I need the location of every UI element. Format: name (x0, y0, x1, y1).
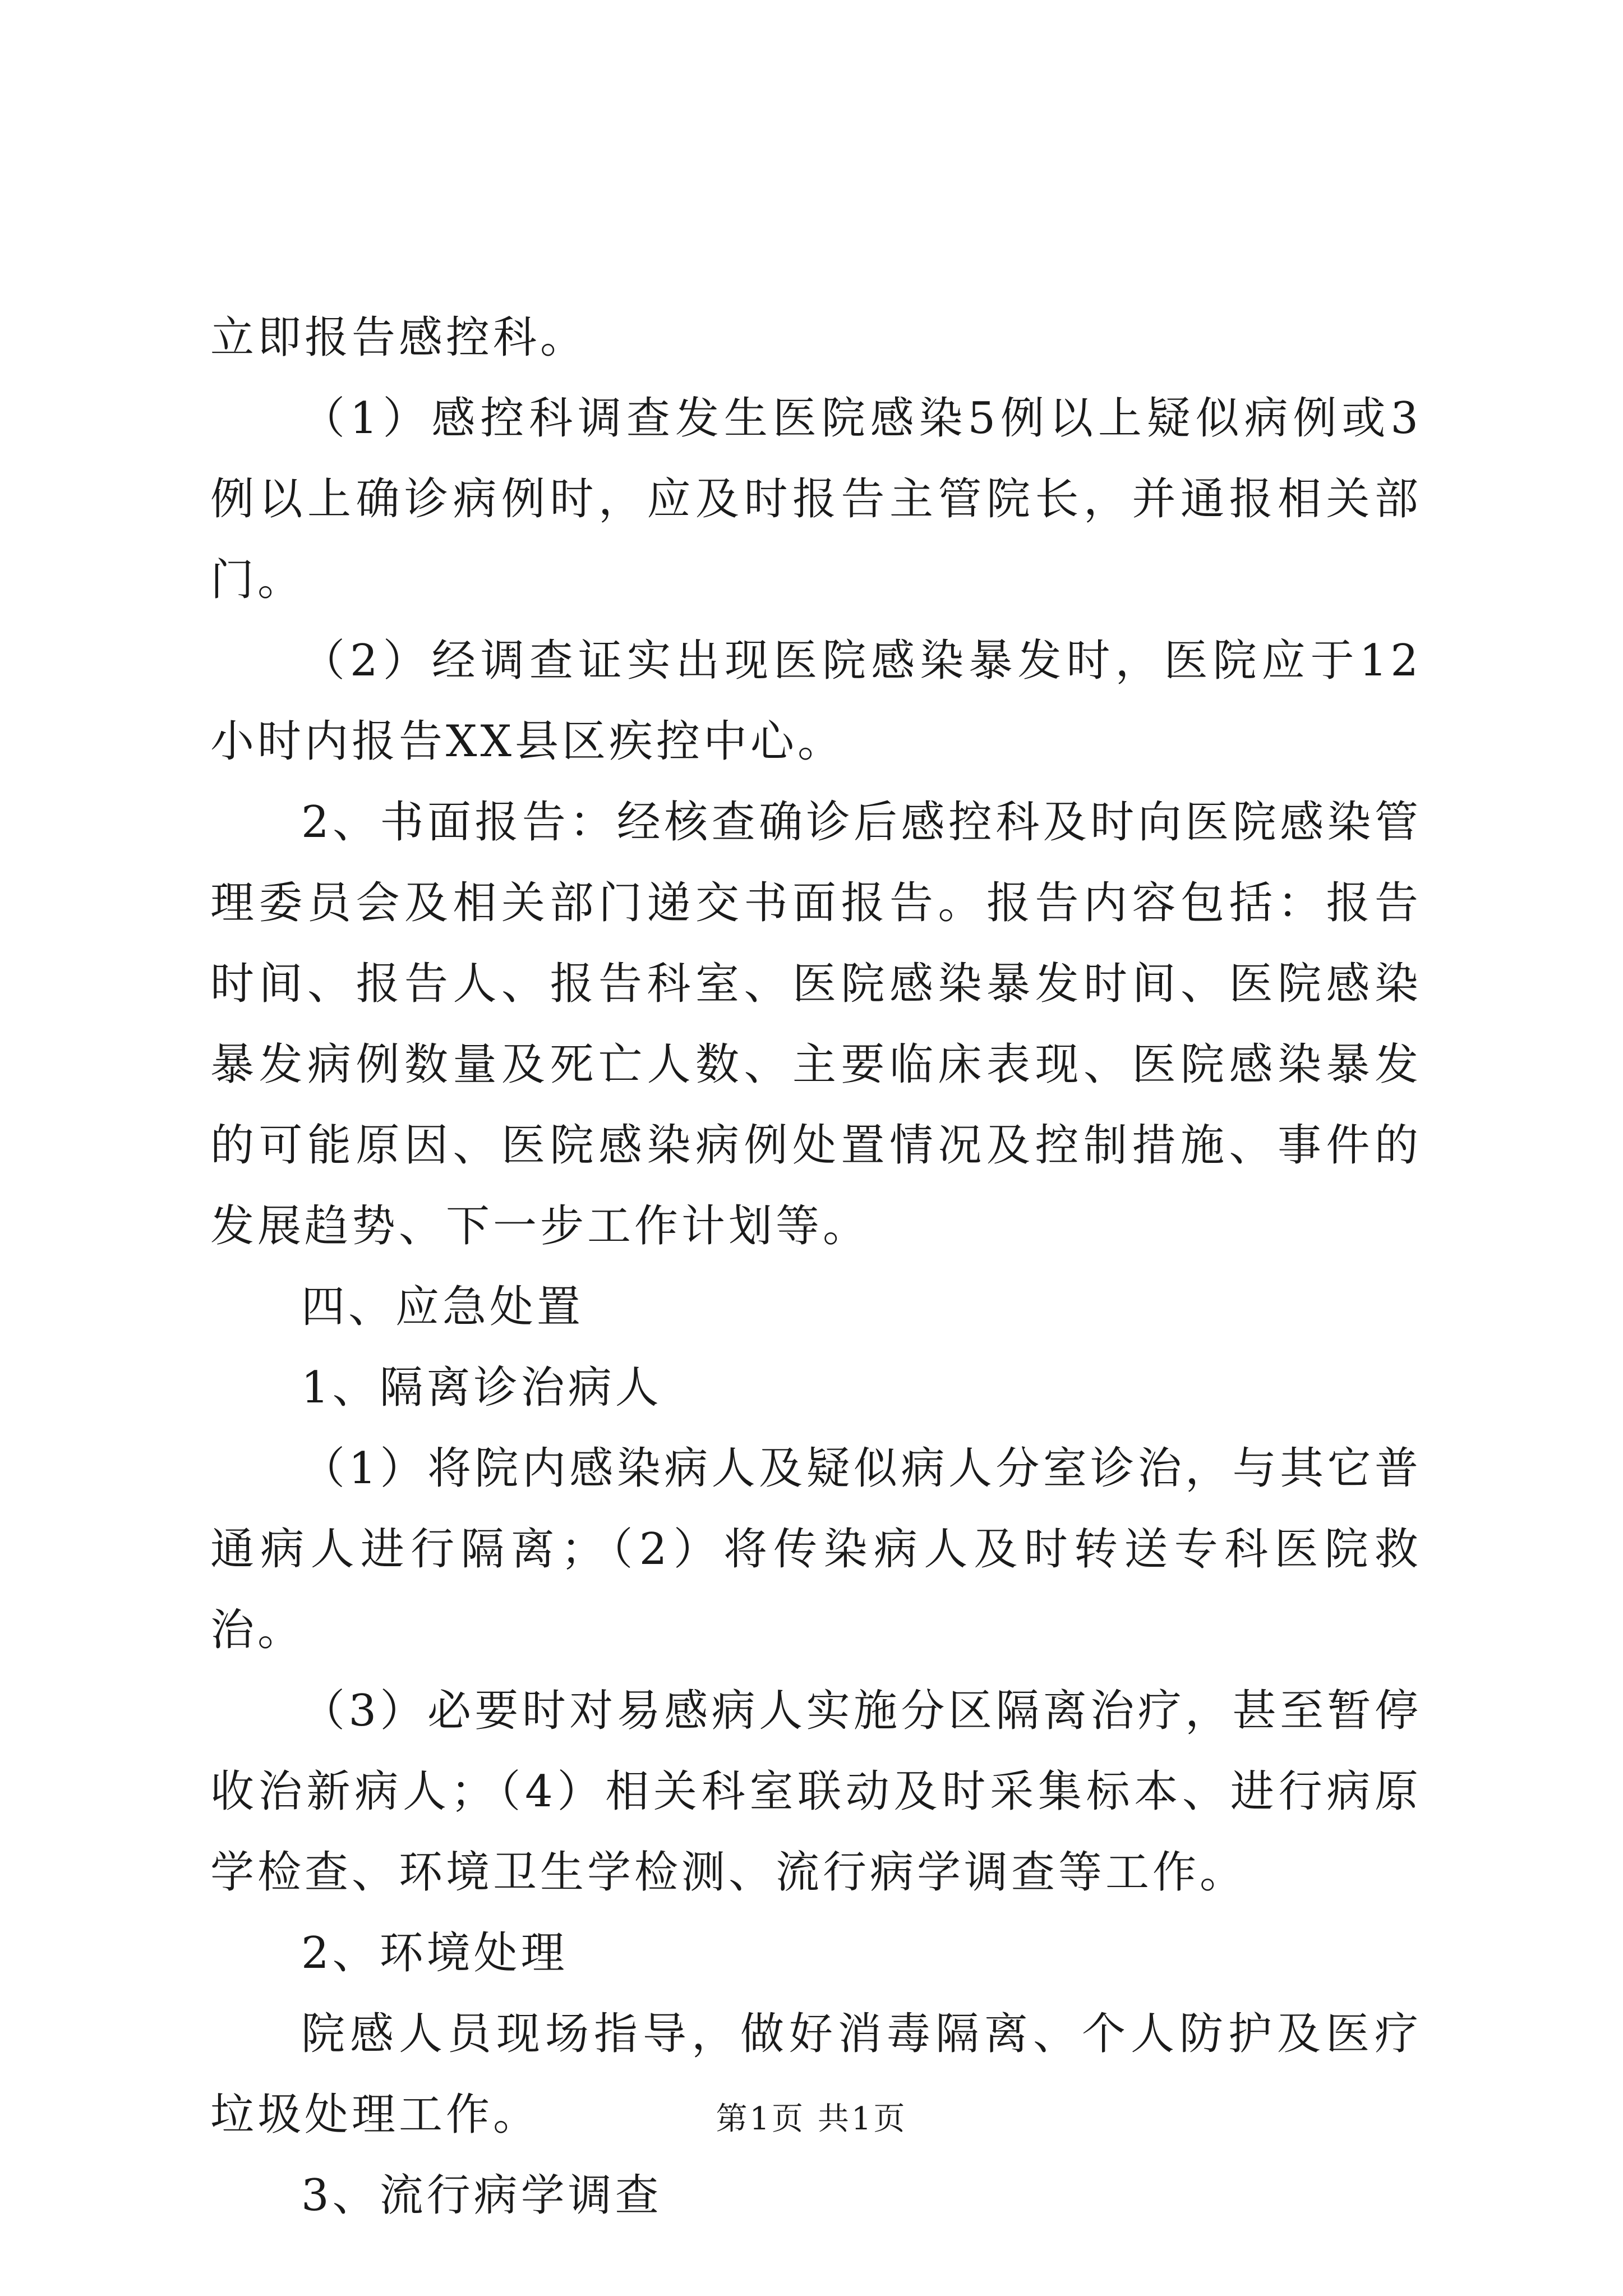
section-heading-emergency: 四、应急处置 (301, 1282, 584, 1332)
paragraph-7: （1）将院内感染病人及疑似病人分室诊治，与其它普通病人进行隔离；（2）将传染病人及时转送专科医院救治。 (210, 1443, 1422, 1655)
document-body (210, 297, 1422, 2236)
paragraph-2: （1）感控科调查发生医院感染5例以上疑似病例或3例以上确诊病例时，应及时报告主管院长，并通报相关部门。 (210, 393, 1422, 605)
paragraph-10: 院感人员现场指导，做好消毒隔离、个人防护及医疗垃圾处理工作。 (210, 2009, 1422, 2140)
subheading-isolation: 1、隔离诊治病人 (301, 1363, 662, 1413)
paragraph-1: 立即报告感控科。 (210, 312, 588, 363)
subheading-environment: 2、环境处理 (301, 1928, 568, 1978)
paragraph-3: （2）经调查证实出现医院感染暴发时，医院应于12小时内报告XX县区疾控中心。 (210, 636, 1422, 767)
paragraph-8: （3）必要时对易感病人实施分区隔离治疗，甚至暂停收治新病人；（4）相关科室联动及时采集标本、进行病原学检查、环境卫生学检测、流行病学调查等工作。 (210, 1686, 1422, 1898)
page-footer (0, 2097, 1623, 2142)
subheading-epidemiology: 3、流行病学调查 (301, 2170, 662, 2221)
paragraph-4: 2、书面报告：经核查确诊后感控科及时向医院感染管理委员会及相关部门递交书面报告。报告内容包括：报告时间、报告人、报告科室、医院感染暴发时间、医院感染暴发病例数量及死亡人数、主要临床表现、医院感染暴发的可能原因、医院感染病例处置情况及控制措施、事件的发展趋势、下一步工作计划等。 (210, 797, 1422, 1251)
page-number-label: 第1页 共1页 (716, 2101, 907, 2137)
